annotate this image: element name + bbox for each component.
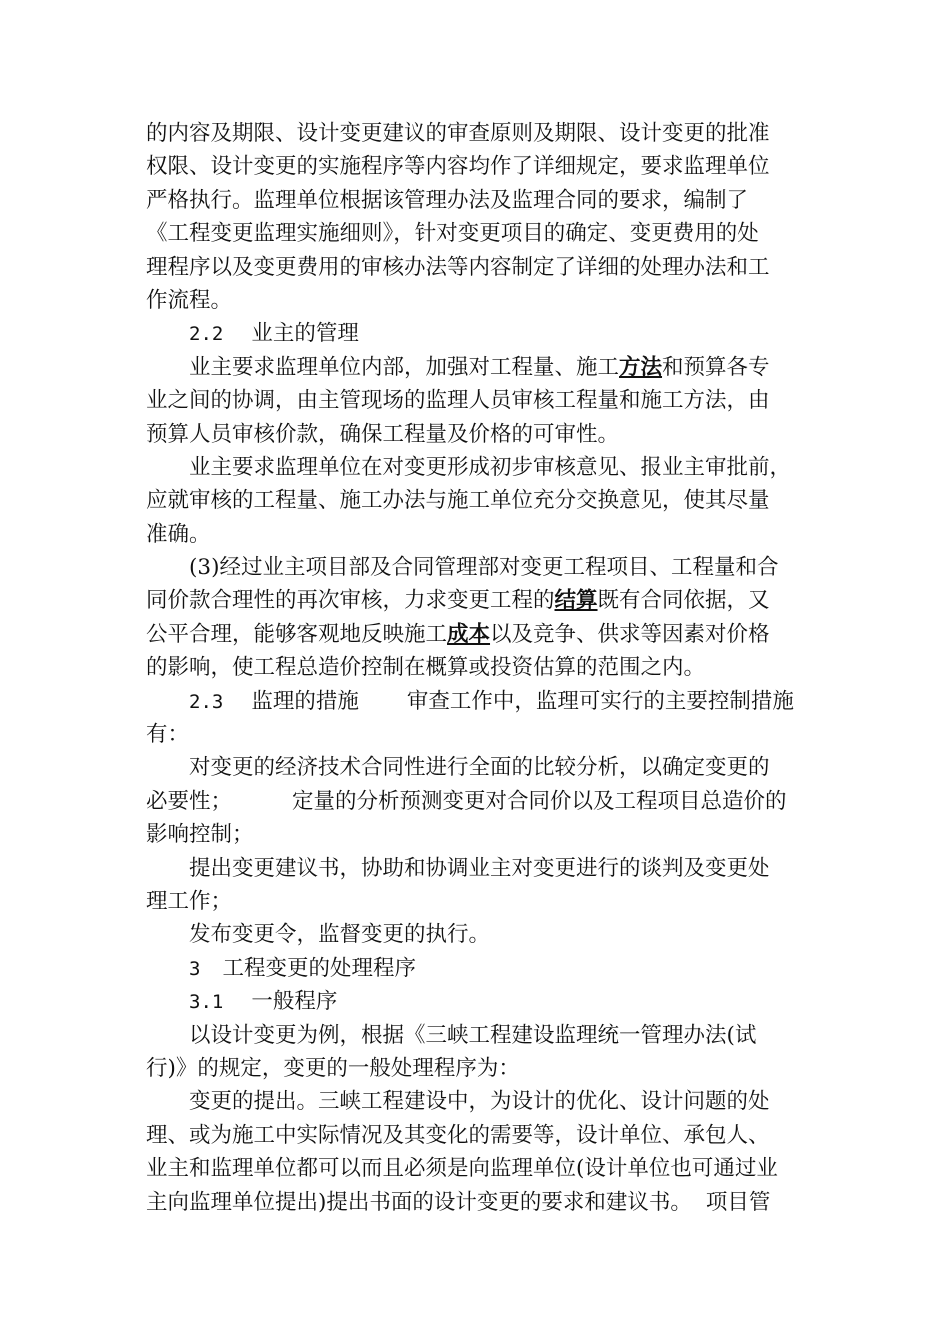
section-title: 监理的措施	[251, 688, 359, 714]
text-run: 项目管	[705, 1189, 771, 1215]
text-line	[146, 384, 808, 417]
link-cost[interactable]: 成本	[447, 621, 491, 647]
text-run: 业主要求监理单位内部，加强对工程量、施工	[189, 354, 620, 380]
text-line	[146, 584, 808, 617]
text-run: 准确。	[146, 521, 211, 547]
text-line	[146, 1119, 808, 1152]
text-run: 行)》的规定，变更的一般处理程序为：	[146, 1055, 520, 1081]
text-line	[146, 351, 808, 384]
text-run: 有：	[146, 722, 190, 748]
text-run: 既有合同依据，又	[597, 588, 770, 614]
text-run: 发布变更令，监督变更的执行。	[189, 922, 491, 948]
text-line	[146, 852, 808, 885]
text-run: 理、或为施工中实际情况及其变化的需要等，设计单位、承包人、	[146, 1122, 770, 1148]
text-line	[146, 785, 808, 818]
text-run: 对变更的经济技术合同性进行全面的比较分析，以确定变更的	[189, 755, 770, 781]
text-run: 主向监理单位提出)提出书面的设计变更的要求和建议书。	[146, 1189, 692, 1215]
text-run: 应就审核的工程量、施工办法与施工单位充分交换意见，使其尽量	[146, 488, 770, 514]
text-line	[146, 1186, 808, 1219]
section-heading-3-1	[146, 985, 808, 1018]
text-run: 同价款合理性的再次审核，力求变更工程的	[146, 588, 555, 614]
text-line	[146, 718, 808, 751]
text-line	[146, 651, 808, 684]
text-run: 理程序以及变更费用的审核办法等内容制定了详细的处理办法和工	[146, 254, 770, 280]
text-line	[146, 918, 808, 951]
section-heading-2-3	[146, 685, 808, 718]
text-line	[146, 284, 808, 317]
text-line	[146, 1052, 808, 1085]
section-heading-3	[146, 952, 808, 985]
text-run: 公平合理，能够客观地反映施工	[146, 621, 448, 647]
text-run: 严格执行。监理单位根据该管理办法及监理合同的要求，编制了	[146, 187, 749, 213]
section-title: 一般程序	[251, 989, 338, 1015]
text-line	[146, 1085, 808, 1118]
text-run: 和预算各专	[662, 354, 770, 380]
text-line	[146, 451, 808, 484]
text-run: 以及竞争、供求等因素对价格	[490, 621, 770, 647]
text-line	[146, 1019, 808, 1052]
text-run: 《工程变更监理实施细则》，针对变更项目的确定、变更费用的处	[146, 221, 759, 247]
text-run: 预算人员审核价款，确保工程量及价格的可审性。	[146, 421, 620, 447]
text-line	[146, 818, 808, 851]
text-run: (3)经过业主项目部及合同管理部对变更工程项目、工程量和合	[189, 555, 779, 581]
text-line	[146, 885, 808, 918]
text-line	[146, 484, 808, 517]
text-run: 的内容及期限、设计变更建议的审查原则及期限、设计变更的批准	[146, 121, 770, 146]
section-number: 2.2	[189, 323, 224, 346]
link-settlement[interactable]: 结算	[554, 588, 598, 614]
link-method[interactable]: 方法	[619, 354, 663, 380]
text-line	[146, 150, 808, 183]
text-line	[146, 217, 808, 250]
text-line	[146, 551, 808, 584]
section-number: 2.3	[189, 690, 224, 713]
text-run: 理工作；	[146, 888, 233, 914]
text-run: 权限、设计变更的实施程序等内容均作了详细规定，要求监理单位	[146, 154, 770, 180]
text-run: 必要性；	[146, 788, 233, 814]
text-run: 影响控制；	[146, 822, 254, 848]
text-line	[146, 117, 808, 150]
section-heading-2-2	[146, 317, 808, 350]
text-line	[146, 518, 808, 551]
text-line	[146, 418, 808, 451]
text-run: 定量的分析预测变更对合同价以及工程项目总造价的	[292, 788, 787, 814]
text-line	[146, 251, 808, 284]
text-run: 变更的提出。三峡工程建设中，为设计的优化、设计问题的处	[189, 1089, 770, 1115]
section-title: 工程变更的处理程序	[222, 955, 416, 981]
text-line	[146, 184, 808, 217]
text-run: 以设计变更为例，根据《三峡工程建设监理统一管理办法(试	[189, 1022, 757, 1048]
text-run: 业主和监理单位都可以而且必须是向监理单位(设计单位也可通过业	[146, 1156, 778, 1182]
document-body	[146, 117, 808, 1219]
text-run: 业之间的协调，由主管现场的监理人员审核工程量和施工方法，由	[146, 388, 770, 414]
text-run: 审查工作中，监理可实行的主要控制措施	[406, 688, 794, 714]
text-run: 的影响，使工程总造价控制在概算或投资估算的范围之内。	[146, 655, 706, 681]
text-line	[146, 1152, 808, 1185]
text-run: 提出变更建议书，协助和协调业主对变更进行的谈判及变更处	[189, 855, 770, 881]
section-number: 3.1	[189, 991, 224, 1014]
section-number: 3	[189, 957, 201, 980]
text-run: 业主要求监理单位在对变更形成初步审核意见、报业主审批前，	[189, 454, 792, 480]
section-title: 业主的管理	[251, 321, 359, 347]
text-line	[146, 751, 808, 784]
text-line	[146, 618, 808, 651]
text-run: 作流程。	[146, 287, 233, 313]
